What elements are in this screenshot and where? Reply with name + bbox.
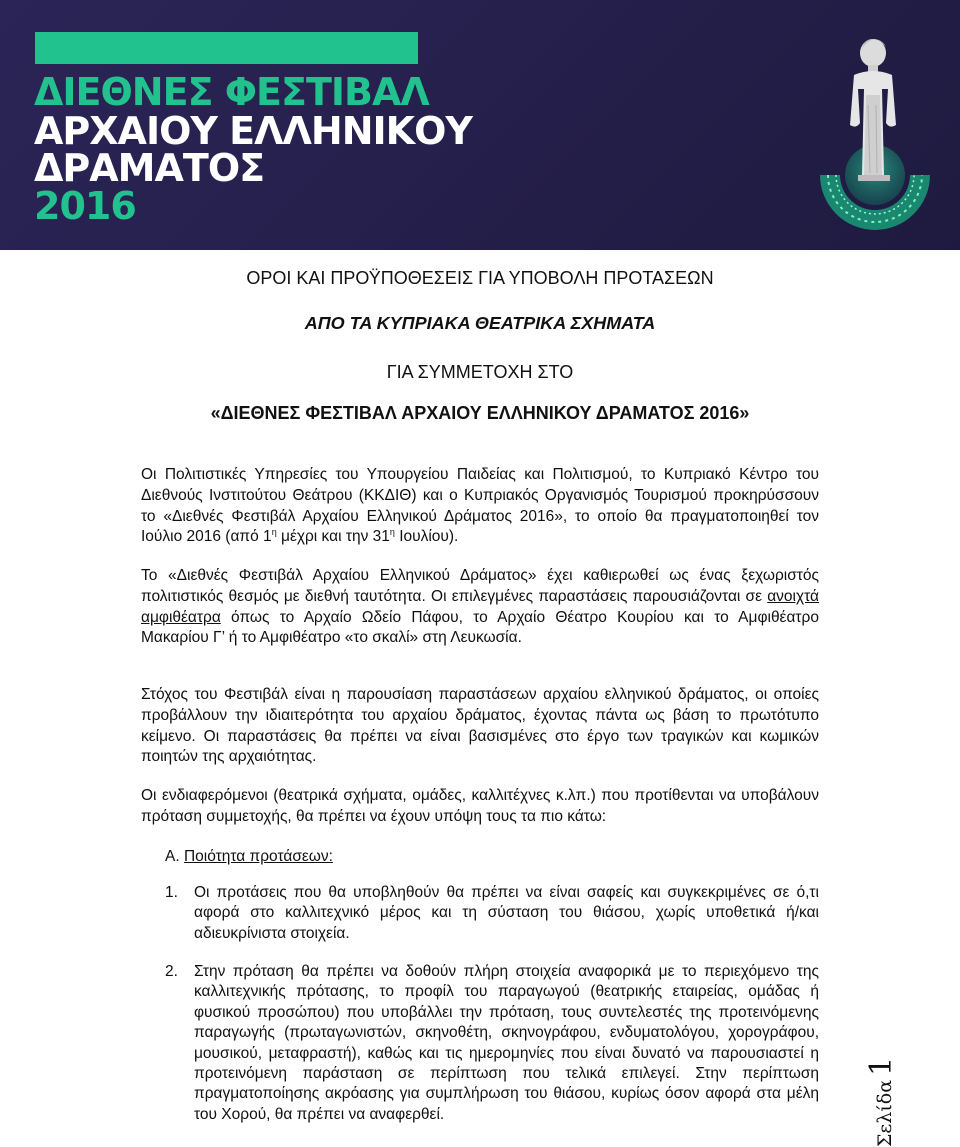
banner-title-line3: ΔΡΑΜΑΤΟΣ xyxy=(34,146,265,190)
document-subtitle-2: ΓΙΑ ΣΥΜΜΕΤΟΧΗ ΣΤΟ xyxy=(386,362,574,382)
banner-title-line1: ΔΙΕΘΝΕΣ ΦΕΣΤΙΒΑΛ xyxy=(34,70,429,114)
list-item xyxy=(165,883,819,944)
document-subtitle: ΑΠΟ ΤΑ ΚΥΠΡΙΑΚΑ ΘΕΑΤΡΙΚΑ ΣΧΗΜΑΤΑ xyxy=(304,313,656,333)
paragraph-text: Οι Πολιτιστικές Υπηρεσίες του Υπουργείου Παιδείας και Πολιτισμού, το Κυπριακό Κέντρο του Διεθνούς Ινστιτούτου Θεάτρου (ΚΚΔΙΘ) και ο Κυπριακός Οργανισμός Τουρισμού προκηρύσσουν το «Διεθνές Φεστιβάλ Αρχαίου Ελληνικού Δράματος 2016», το οποίο θα πραγματοποιηθεί τον Ιούλιο 2016 (από 1 xyxy=(141,466,819,546)
paragraph-text: μέχρι και την 31 xyxy=(276,528,390,546)
ordinal-superscript: η xyxy=(389,527,395,538)
paragraph-intro xyxy=(141,465,819,548)
list-item-number: 1. xyxy=(165,884,178,901)
section-a-heading xyxy=(165,847,333,867)
list-item-number: 2. xyxy=(165,963,178,980)
ordinal-superscript: η xyxy=(271,527,277,538)
statue-icon xyxy=(810,25,940,240)
festival-name-heading: «ΔΙΕΘΝΕΣ ΦΕΣΤΙΒΑΛ ΑΡΧΑΙΟΥ ΕΛΛΗΝΙΚΟΥ ΔΡΑΜΑΤΟΣ 2016» xyxy=(210,403,750,423)
paragraph-goal: Στόχος του Φεστιβάλ είναι η παρουσίαση παραστάσεων αρχαίου ελληνικού δράματος, οι οποίες προβάλλουν την ιδιαιτερότητα του αρχαίου δράματος, έχοντας πάντα ως βάση το πρωτότυπο κείμενο. Οι παραστάσεις θα πρέπει να είναι βασισμένες στο έργο των τραγικών και κωμικών ποιητών της αρχαιότητας. xyxy=(141,686,819,766)
paragraph-applicants: Οι ενδιαφερόμενοι (θεατρικά σχήματα, ομάδες, καλλιτέχνες κ.λπ.) που προτίθενται να υποβάλουν πρόταση συμμετοχής, θα πρέπει να έχουν υπόψη τους τα πιο κάτω: xyxy=(141,787,819,825)
underlined-text: ανοιχτά αμφιθέατρα xyxy=(141,587,819,626)
paragraph-text: όπως το Αρχαίο Ωδείο Πάφου, το Αρχαίο Θέατρο Κουρίου και το Αμφιθέατρο Μακαρίου Γ’ ή το Αμφιθέατρο «το σκαλί» στη Λευκωσία. xyxy=(141,608,819,647)
banner-title-line2: ΑΡΧΑΙΟΥ ΕΛΛΗΝΙΚΟΥ xyxy=(34,109,472,153)
list-item-text: Στην πρόταση θα πρέπει να δοθούν πλήρη στοιχεία αναφορικά με το περιεχόμενο της καλλιτεχνικής πρότασης, το προφίλ του παραγωγού (θεατρικής εταιρείας, ομάδας ή φυσικού προσώπου) που υποβάλλει την πρόταση, τους συντελεστές της προτεινόμενης παραγωγής (πρωταγωνιστών, σκηνοθέτη, σκηνογράφου, ενδυματολόγου, χορογράφου, μουσικού, μεταφραστή), καθώς και τις ημερομηνίες που είναι δυνατό να παρουσιαστεί η προτεινόμενη παράσταση σε περίπτωση που τελικά επιλεγεί. Στην περίπτωση πραγματοποίησης ακρόασης για συμπλήρωση του θιάσου, κυρίως όσον αφορά στα μέλη του Χορού, θα πρέπει να αναφερθεί. xyxy=(194,963,819,1123)
paragraph-festival xyxy=(141,566,819,649)
paragraph-text: Το «Διεθνές Φεστιβάλ Αρχαίου Ελληνικού Δράματος» έχει καθιερωθεί ως ένας ξεχωριστός πολιτιστικός θεσμός με διεθνή ταυτότητα. Οι επιλεγμένες παραστάσεις παρουσιάζονται σε xyxy=(141,567,819,605)
page-number-label xyxy=(864,1057,899,1147)
section-title: Ποιότητα προτάσεων: xyxy=(183,848,333,865)
paragraph-text: Ιουλίου). xyxy=(394,528,459,546)
list-item xyxy=(165,962,819,1125)
list-item-text: Οι προτάσεις που θα υποβληθούν θα πρέπει να είναι σαφείς και συγκεκριμένες σε ό,τι αφορά στο καλλιτεχνικό μέρος και τη σύσταση του θιάσου, χωρίς υποθετικά ή/και αδιευκρίνιστα στοιχεία. xyxy=(194,884,819,942)
banner-year: 2016 xyxy=(34,184,136,228)
page-number: 1 xyxy=(864,1056,899,1076)
banner-accent-bar xyxy=(35,32,418,64)
festival-banner xyxy=(0,0,960,250)
section-letter: Α. xyxy=(165,848,180,865)
page-word: Σελίδα xyxy=(874,1079,896,1147)
document-title: ΟΡΟΙ ΚΑΙ ΠΡΟΫΠΟΘΕΣΕΙΣ ΓΙΑ ΥΠΟΒΟΛΗ ΠΡΟΤΑΣΕΩΝ xyxy=(246,268,714,288)
